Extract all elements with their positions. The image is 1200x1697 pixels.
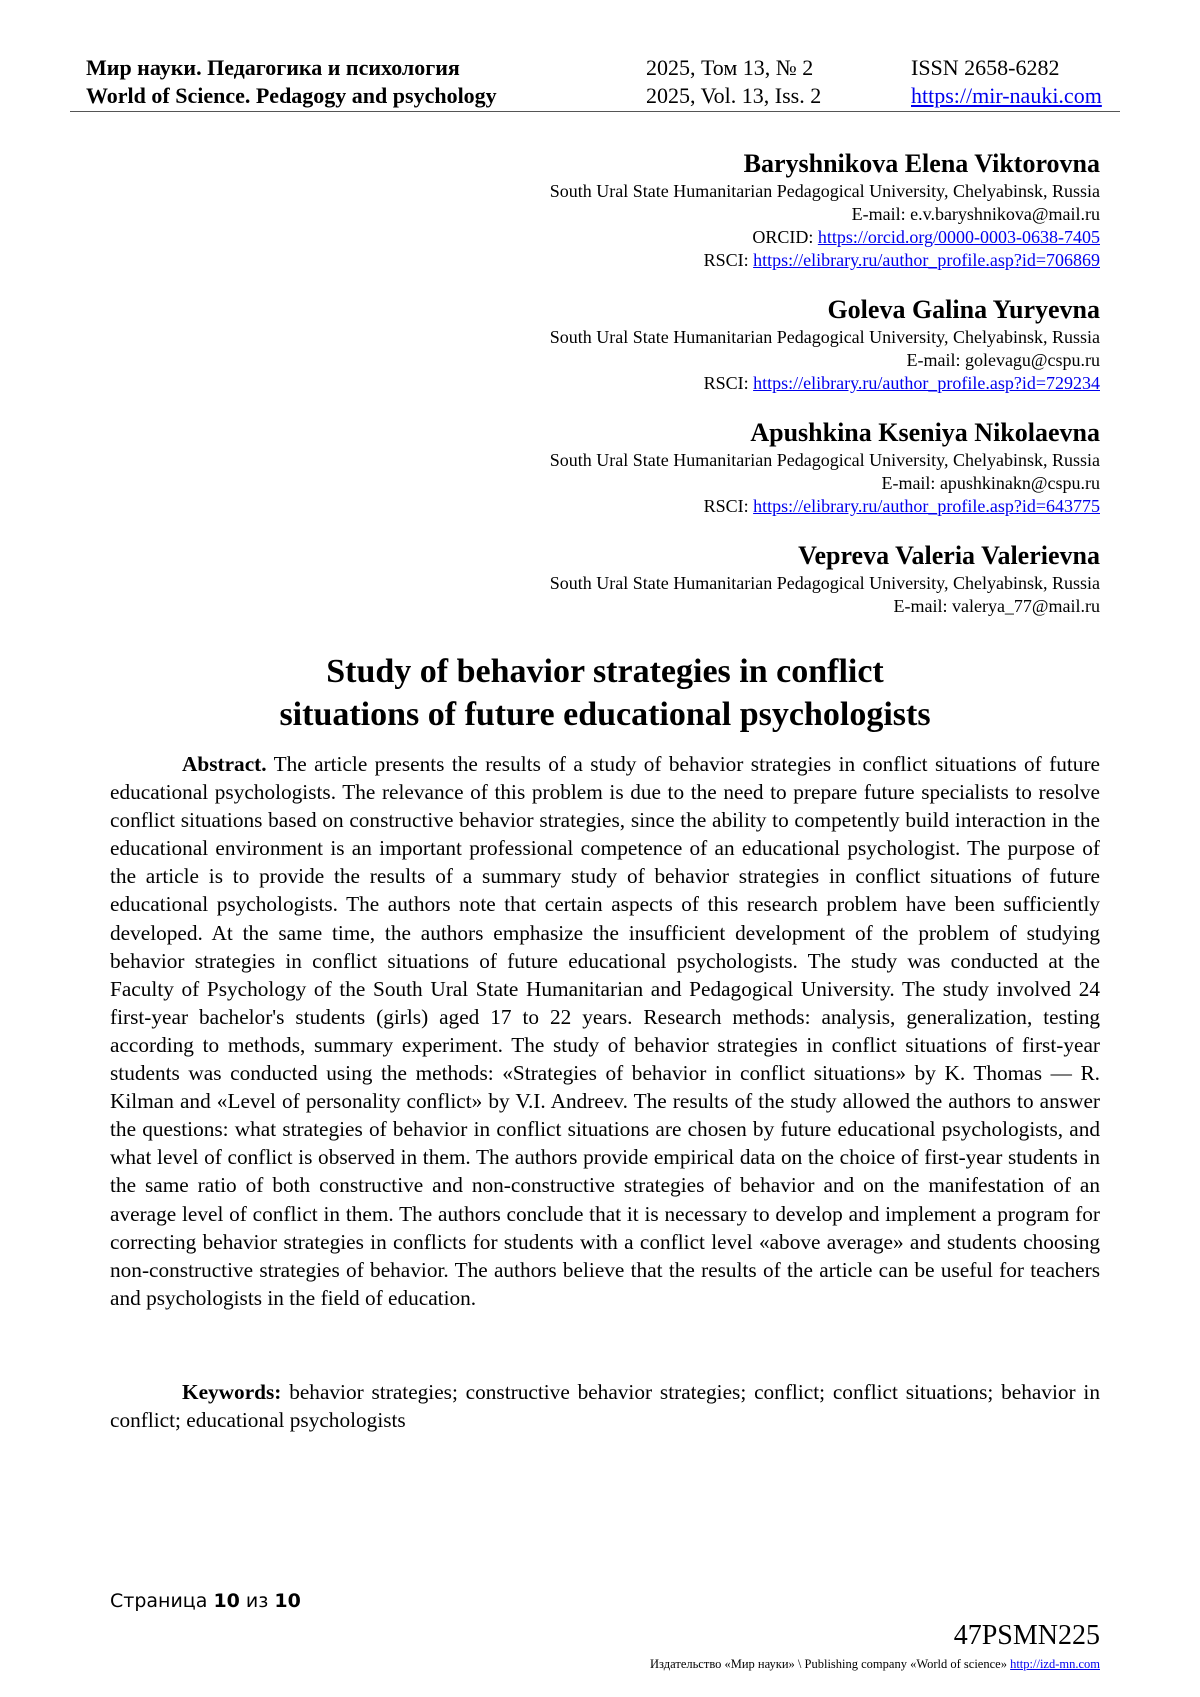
author-rsci-link[interactable]: https://elibrary.ru/author_profile.asp?id=706869 [753,250,1100,270]
author-2 [400,294,1100,395]
article-title-line-1: Study of behavior strategies in conflict [326,653,884,690]
keywords-label: Keywords: [182,1380,282,1404]
author-name: Vepreva Valeria Valerievna [798,541,1100,570]
author-name: Goleva Galina Yuryevna [827,295,1100,324]
author-orcid-link[interactable]: https://orcid.org/0000-0003-0638-7405 [817,227,1100,247]
page-separator: из [239,1590,275,1612]
author-affiliation: South Ural State Humanitarian Pedagogical University, Chelyabinsk, Russia [549,450,1100,470]
author-email: golevagu@cspu.ru [964,350,1100,370]
author-name: Apushkina Kseniya Nikolaevna [750,418,1100,447]
issue-en: 2025, Vol. 13, Iss. 2 [646,83,822,108]
journal-header [86,50,1118,110]
abstract-label: Abstract. [182,752,267,776]
issn: ISSN 2658-6282 [911,55,1060,80]
author-rsci-line [400,372,1100,395]
author-email: apushkinakn@cspu.ru [939,473,1100,493]
author-rsci-link[interactable]: https://elibrary.ru/author_profile.asp?id=643775 [753,496,1100,516]
abstract-text: The article presents the results of a study of behavior strategies in conflict situations of future educational psychologists. The relevance of this problem is due to the need to prepare future specialists to resolve conflict situations based on constructive behavior strategies, since the ability to competently build interaction in the educational environment is an important professional competence of an educational psychologist. The purpose of the article is to provide the results of a summary study of behavior strategies in conflict situations of future educational psychologists. The authors note that certain aspects of this research problem have been sufficiently developed. At the same time, the authors emphasize the insufficient development of the problem of studying behavior strategies in conflict situations of future educational psychologists. The study was conducted at the Faculty of Psychology of the South Ural State Humanitarian and Pedagogical University. The study involved 24 first-year bachelor's students (girls) aged 17 to 22 years. Research methods: analysis, generalization, testing according to methods, summary experiment. The study of behavior strategies in conflict situations of first-year students was conducted using the methods: «Strategies of behavior in conflict situations» by K. Thomas — R. Kilman and «Level of personality conflict» by V.I. Andreev. The results of the study allowed the authors to answer the questions: what strategies of behavior in conflict situations are chosen by future educational psychologists, and what level of conflict is observed in them. The authors provide empirical data on the choice of first-year students in the same ratio of both constructive and non-constructive strategies of behavior and on the manifestation of an average level of conflict in them. The authors conclude that it is necessary to develop and implement a program for correcting behavior strategies in conflicts for students with a conflict level «above average» and students choosing non-constructive strategies of behavior. The authors believe that the results of the article can be useful for teachers and psychologists in the field of education. [110,752,1100,1310]
author-rsci-link[interactable]: https://elibrary.ru/author_profile.asp?id=729234 [753,373,1100,393]
author-email: e.v.baryshnikova@mail.ru [910,204,1100,224]
publisher-line [650,1657,1100,1672]
rsci-label: RSCI: [703,250,754,270]
author-name: Baryshnikova Elena Viktorovna [743,149,1100,178]
author-rsci-line [400,249,1100,272]
author-email-line [400,349,1100,372]
page-number [110,1590,301,1612]
keywords-text: behavior strategies; constructive behavior strategies; conflict; conflict situations; behavior in conflict; educational psychologists [110,1380,1100,1433]
rsci-label: RSCI: [703,496,754,516]
article-title-line-2: situations of future educational psychologists [279,696,931,733]
author-affiliation: South Ural State Humanitarian Pedagogical University, Chelyabinsk, Russia [549,573,1100,593]
rsci-label: RSCI: [703,373,754,393]
author-orcid-line [400,226,1100,249]
publisher-link[interactable]: http://izd-mn.com [1010,1657,1100,1671]
header-divider [70,111,1120,112]
author-affiliation: South Ural State Humanitarian Pedagogical University, Chelyabinsk, Russia [549,181,1100,201]
abstract [110,750,1100,1312]
keywords [110,1378,1100,1434]
journal-site-link[interactable]: https://mir-nauki.com [911,83,1102,108]
publisher-text: Издательство «Мир науки» \ Publishing company «World of science» [650,1657,1011,1671]
email-label: E-mail: [851,204,911,224]
author-email: valerya_77@mail.ru [951,596,1100,616]
page-prefix: Страница [110,1590,214,1612]
article-code: 47PSMN225 [953,1620,1100,1651]
email-label: E-mail: [906,350,965,370]
orcid-label: ORCID: [752,227,818,247]
journal-title-en: World of Science. Pedagogy and psychology [86,83,497,108]
author-1 [400,148,1100,272]
author-email-line [400,595,1100,618]
author-rsci-line [400,495,1100,518]
author-email-line [400,203,1100,226]
author-4 [400,540,1100,618]
author-affiliation: South Ural State Humanitarian Pedagogical University, Chelyabinsk, Russia [549,327,1100,347]
issue-ru: 2025, Том 13, № 2 [646,55,814,80]
article-title [110,650,1100,736]
author-3 [400,417,1100,518]
journal-title-ru: Мир науки. Педагогика и психология [86,55,460,80]
email-label: E-mail: [881,473,940,493]
email-label: E-mail: [893,596,952,616]
page-current: 10 [213,1590,240,1612]
authors-block [400,148,1100,640]
page-total: 10 [274,1590,301,1612]
author-email-line [400,472,1100,495]
